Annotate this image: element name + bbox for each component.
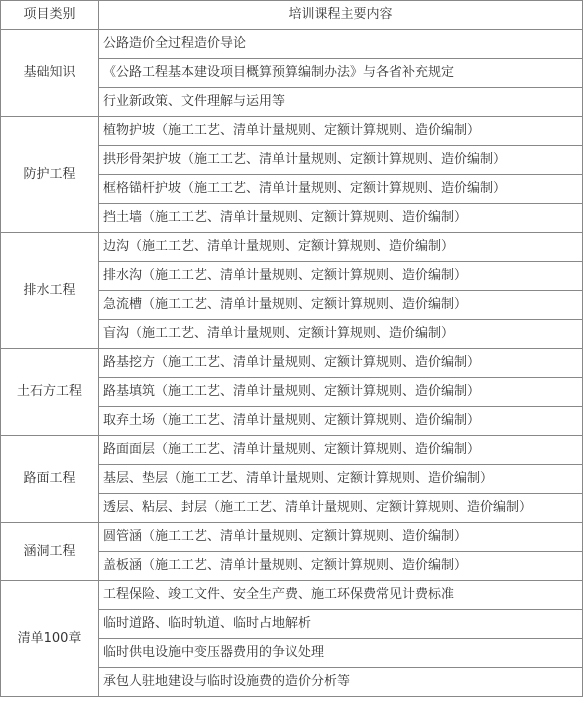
content-cell: 排水沟（施工工艺、清单计量规则、定额计算规则、造价编制）: [99, 262, 583, 291]
content-cell: 承包人驻地建设与临时设施费的造价分析等: [99, 668, 583, 697]
content-cell: 圆管涵（施工工艺、清单计量规则、定额计算规则、造价编制）: [99, 523, 583, 552]
category-cell-protection: 防护工程: [1, 117, 99, 233]
table-row: [1, 233, 583, 262]
content-cell: 工程保险、竣工文件、安全生产费、施工环保费常见计费标准: [99, 581, 583, 610]
category-column-header: 项目类别: [1, 1, 99, 30]
category-cell-drainage: 排水工程: [1, 233, 99, 349]
table-row: [1, 523, 583, 552]
content-cell: 盲沟（施工工艺、清单计量规则、定额计算规则、造价编制）: [99, 320, 583, 349]
table-row: [1, 581, 583, 610]
table-row: [1, 117, 583, 146]
content-cell: 路基挖方（施工工艺、清单计量规则、定额计算规则、造价编制）: [99, 349, 583, 378]
content-cell: 基层、垫层（施工工艺、清单计量规则、定额计算规则、造价编制）: [99, 465, 583, 494]
content-cell: 路面面层（施工工艺、清单计量规则、定额计算规则、造价编制）: [99, 436, 583, 465]
content-cell: 路基填筑（施工工艺、清单计量规则、定额计算规则、造价编制）: [99, 378, 583, 407]
content-cell: 临时道路、临时轨道、临时占地解析: [99, 610, 583, 639]
content-cell: 临时供电设施中变压器费用的争议处理: [99, 639, 583, 668]
content-cell: 行业新政策、文件理解与运用等: [99, 88, 583, 117]
content-cell: 边沟（施工工艺、清单计量规则、定额计算规则、造价编制）: [99, 233, 583, 262]
content-cell: 《公路工程基本建设项目概算预算编制办法》与各省补充规定: [99, 59, 583, 88]
category-cell-chapter-100: 清单100章: [1, 581, 99, 697]
category-cell-culvert: 涵洞工程: [1, 523, 99, 581]
content-cell: 挡土墙（施工工艺、清单计量规则、定额计算规则、造价编制）: [99, 204, 583, 233]
content-cell: 透层、粘层、封层（施工工艺、清单计量规则、定额计算规则、造价编制）: [99, 494, 583, 523]
table-row: [1, 436, 583, 465]
content-cell: 公路造价全过程造价导论: [99, 30, 583, 59]
content-cell: 拱形骨架护坡（施工工艺、清单计量规则、定额计算规则、造价编制）: [99, 146, 583, 175]
content-column-header: 培训课程主要内容: [99, 1, 583, 30]
category-cell-basics: 基础知识: [1, 30, 99, 117]
content-cell: 取弃土场（施工工艺、清单计量规则、定额计算规则、造价编制）: [99, 407, 583, 436]
table-row: [1, 30, 583, 59]
category-cell-pavement: 路面工程: [1, 436, 99, 523]
header-row: [1, 1, 583, 30]
content-cell: 急流槽（施工工艺、清单计量规则、定额计算规则、造价编制）: [99, 291, 583, 320]
table-row: [1, 349, 583, 378]
content-cell: 盖板涵（施工工艺、清单计量规则、定额计算规则、造价编制）: [99, 552, 583, 581]
content-cell: 植物护坡（施工工艺、清单计量规则、定额计算规则、造价编制）: [99, 117, 583, 146]
category-cell-earthwork: 土石方工程: [1, 349, 99, 436]
content-cell: 框格锚杆护坡（施工工艺、清单计量规则、定额计算规则、造价编制）: [99, 175, 583, 204]
